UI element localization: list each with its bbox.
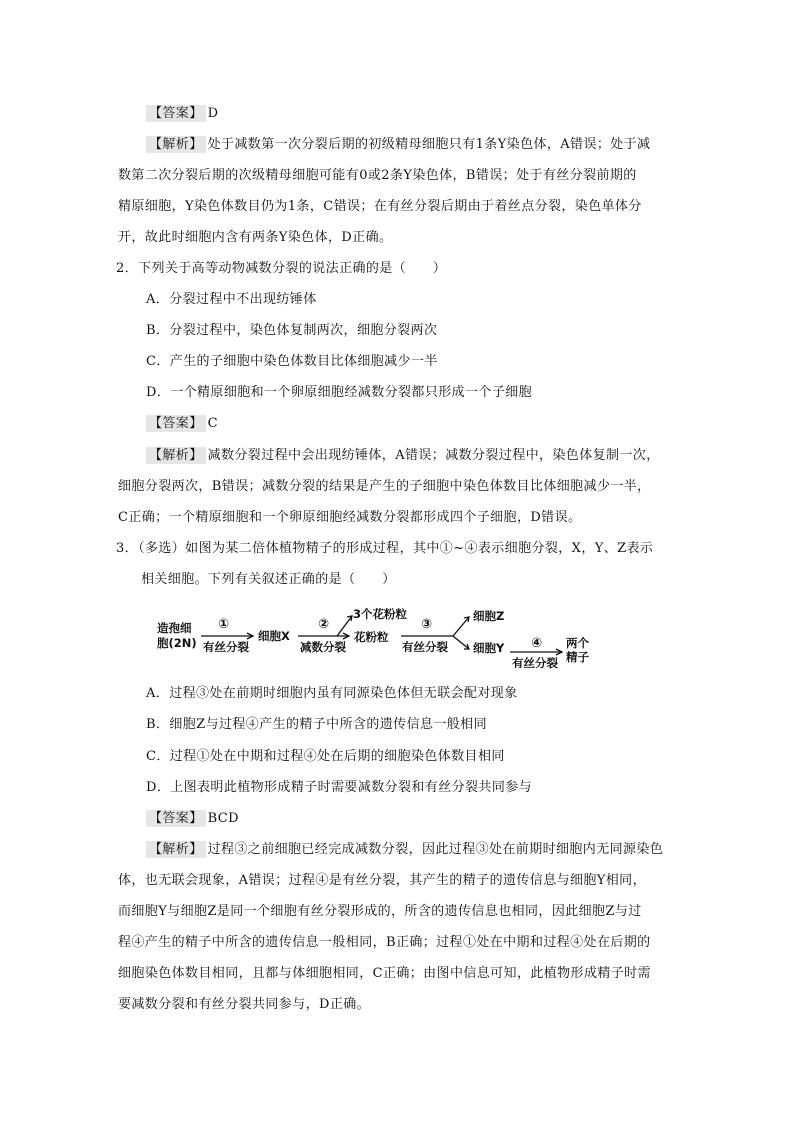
q3-analysis-line-5: 细胞染色体数目相同，且都与体细胞相同，C正确；由图中信息可知，此植物形成精子时需	[118, 966, 651, 981]
q3-option-b: B．细胞Z与过程④产生的精子中所含的遗传信息一般相同	[146, 717, 487, 732]
arrow-to-three-pollen	[337, 616, 352, 636]
q2-answer-line	[146, 414, 218, 434]
step2-number: ②	[318, 617, 330, 632]
q1-answer: D	[207, 106, 219, 121]
q3-stem-line-1: 3．（多选）如图为某二倍体植物精子的形成过程，其中①~④表示细胞分裂，X，Y、Z表示	[116, 541, 654, 556]
step1-label: 有丝分裂	[203, 640, 249, 654]
start-cell-line1: 造孢细	[157, 621, 192, 635]
q3-analysis-line-3: 而细胞Y与细胞Z是同一个细胞有丝分裂形成的，所含的遗传信息也相同，因此细胞Z与过	[118, 904, 642, 919]
cell-z: 细胞Z	[473, 609, 505, 623]
q1-analysis-line-3: 精原细胞，Y染色体数目仍为1条，C错误；在有丝分裂后期由于着丝点分裂，染色单体分	[118, 199, 642, 214]
q3-analysis-line-2: 体，也无联会现象，A错误；过程④是有丝分裂，其产生的精子的遗传信息与细胞Y相同，	[118, 873, 646, 888]
q3-analysis-line-6: 要减数分裂和有丝分裂共同参与，D正确。	[118, 997, 371, 1012]
step3-number: ③	[421, 617, 433, 632]
answer-tag: 【答案】	[146, 810, 206, 827]
q3-option-c: C．过程①处在中期和过程④处在后期的细胞染色体数目相同	[146, 749, 505, 764]
arrow-to-cell-y	[453, 636, 469, 649]
q2-option-c: C．产生的子细胞中染色体数目比体细胞减少一半	[146, 354, 438, 369]
q2-option-b: B．分裂过程中，染色体复制两次，细胞分裂两次	[146, 323, 438, 338]
q3-answer-line	[146, 809, 239, 829]
analysis-tag: 【解析】	[146, 841, 206, 858]
q1-analysis-line-1: 【解析】 处于减数第一次分裂后期的初级精母细胞只有1条Y染色体，A错误；处于减	[146, 135, 650, 155]
step4-label: 有丝分裂	[512, 656, 558, 670]
q3-analysis-line-4: 程④产生的精子中所含的遗传信息一般相同，B正确；过程①处在中期和过程④处在后期的	[118, 935, 651, 950]
q3-option-d: D．上图表明此植物形成精子时需要减数分裂和有丝分裂共同参与	[146, 780, 533, 795]
q2-analysis-line-3: C正确；一个精原细胞和一个卵原细胞经减数分裂都形成四个子细胞，D错误。	[118, 510, 582, 525]
q1-analysis-line-4: 开，故此时细胞内含有两条Y染色体，D正确。	[118, 230, 393, 245]
q1-answer-line	[146, 104, 218, 124]
pollen-grain: 花粉粒	[354, 630, 389, 644]
three-pollen-grains: 3个花粉粒	[353, 607, 408, 621]
step2-label: 减数分裂	[300, 640, 346, 654]
answer-tag: 【答案】	[146, 415, 206, 432]
step1-number: ①	[218, 617, 230, 632]
process-diagram	[155, 604, 595, 670]
arrow-to-cell-z	[453, 617, 469, 636]
analysis-tag: 【解析】	[146, 136, 206, 153]
q1-analysis-line-2: 数第二次分裂后期的次级精母细胞可能有0或2条Y染色体，B错误；处于有丝分裂前期的	[118, 168, 637, 183]
start-cell-line2: 胞(2N)	[157, 636, 197, 650]
cell-x: 细胞X	[258, 629, 290, 643]
q3-analysis-line-1: 【解析】 过程③之前细胞已经完成减数分裂，因此过程③处在前期时细胞内无同源染色	[146, 840, 663, 860]
q3-option-a: A．过程③处在前期时细胞内虽有同源染色体但无联会配对现象	[146, 686, 518, 701]
q2-option-a: A．分裂过程中不出现纺锤体	[146, 292, 317, 307]
q2-option-d: D．一个精原细胞和一个卵原细胞经减数分裂都只形成一个子细胞	[146, 385, 533, 400]
q2-stem: 2．下列关于高等动物减数分裂的说法正确的是（ ）	[116, 261, 447, 276]
q2-answer: C	[207, 416, 218, 431]
q2-analysis-line-2: 细胞分裂两次，B错误；减数分裂的结果是产生的子细胞中染色体数目比体细胞减少一半，	[118, 479, 651, 494]
step3-label: 有丝分裂	[402, 640, 448, 654]
analysis-tag: 【解析】	[146, 447, 206, 464]
cell-y: 细胞Y	[473, 641, 505, 655]
step4-number: ④	[531, 636, 543, 651]
sperm-line1: 两个	[566, 636, 589, 650]
q3-answer: BCD	[207, 811, 239, 826]
q3-stem-line-2: 相关细胞。下列有关叙述正确的是（ ）	[141, 572, 396, 587]
q2-analysis-line-1: 【解析】 减数分裂过程中会出现纺锤体，A错误；减数分裂过程中，染色体复制一次，	[146, 446, 660, 466]
answer-tag: 【答案】	[146, 105, 206, 122]
sperm-line2: 精子	[566, 650, 589, 664]
